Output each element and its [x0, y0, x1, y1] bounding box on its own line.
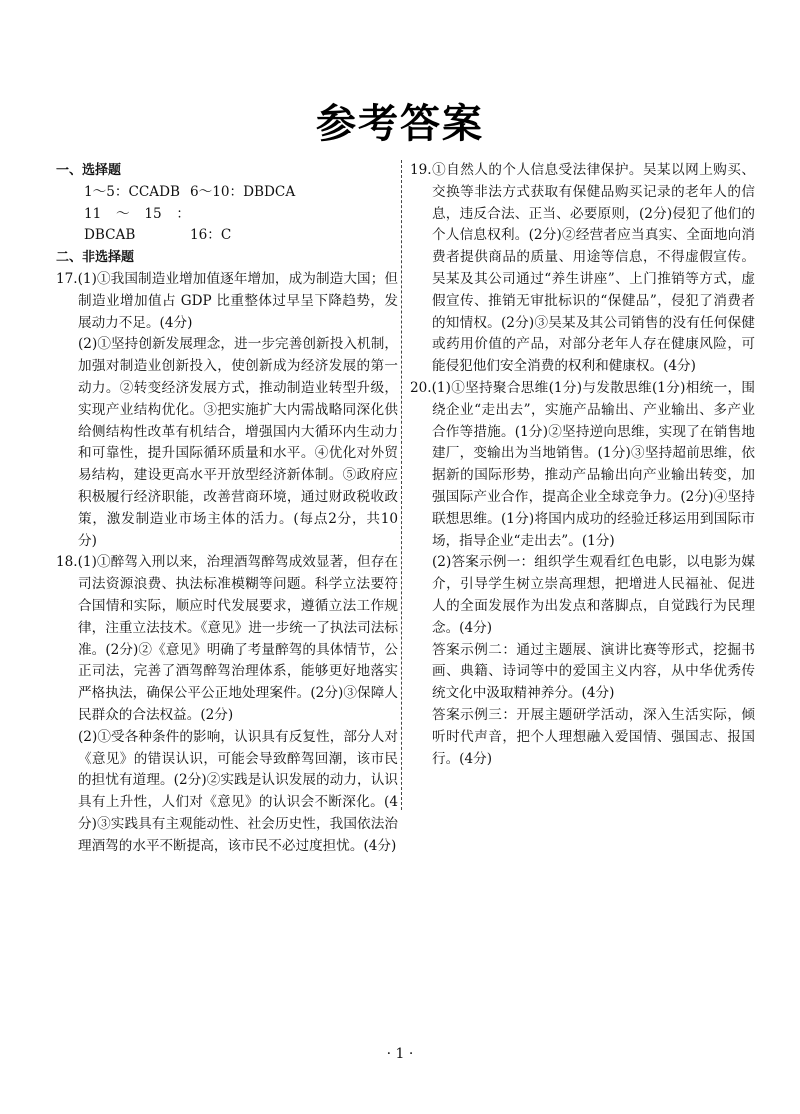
section-heading-nonchoice: 二、非选择题 — [56, 250, 135, 266]
answer-20-example-1: (2)答案示例一：组织学生观看红色电影，以电影为媒介，引导学生树立崇高理想，把增进人民福祉、促进人的全面发展作为出发点和落脚点，自觉践行为民理念。(4分) — [432, 554, 755, 636]
answer-18-part-2: (2)①受各种条件的影响，认识具有反复性，部分人对《意见》的错误认识，可能会导致醉驾回潮，该市民的担忧有道理。(2分)②实践是认识发展的动力，认识具有上升性，人们对《意见》的认识会不断深化。(4分)③实践具有主观能动性、社会历史性，我国依法治理酒驾的水平不断提高，该市民不必过度担忧。(4分) — [78, 728, 398, 854]
answer-20-part-1: 20.(1)①坚持聚合思维(1分)与发散思维(1分)相统一，围绕企业“走出去”，实施产品输出、产业输出、多产业合作等措施。(1分)②坚持逆向思维，实现了在销售地建厂，变输出为当地销售。(1分)③坚持超前思维，依据新的国际形势，推动产品输出向产业输出转变，加强国际产业合作，提高企业全球竞争力。(2分)④坚持联想思维。(1分)将国内成功的经验迁移运用到国际市场，指导企业“走出去”。(1分) — [410, 379, 755, 549]
section-heading-choice: 一、选择题 — [56, 163, 122, 178]
choice-answers-row-2 — [56, 204, 398, 248]
choice-answer: 16：C — [190, 227, 232, 244]
answer-19: 19.①自然人的个人信息受法律保护。吴某以网上购买、交换等非法方式获取有保健品购买记录的老年人的信息，违反合法、正当、必要原则，(2分)侵犯了他们的个人信息权利。(2分)②经营者应当真实、全面地向消费者提供商品的质量、用途等信息，不得虚假宣传。吴某及其公司通过“养生讲座”、上门推销等方式，虚假宣传、推销无审批标识的“保健品”，侵犯了消费者的知情权。(2分)③吴某及其公司销售的没有任何保健或药用价值的产品，对部分老年人存在健康风险，可能侵犯他们安全消费的权利和健康权。(4分) — [410, 162, 755, 375]
answer-17-part-1: 17.(1)①我国制造业增加值逐年增加，成为制造大国；但制造业增加值占 GDP 比重整体过早呈下降趋势，发展动力不足。(4分) — [56, 270, 398, 331]
answer-18-part-1: 18.(1)①醉驾入刑以来，治理酒驾醉驾成效显著，但存在司法资源浪费、执法标准模糊等问题。科学立法要符合国情和实际，顺应时代发展要求，遵循立法工作规律，注重立法技术。《意见》进一步统一了执法司法标准。(2分)②《意见》明确了考量醉驾的具体情节，公正司法，完善了酒驾醉驾治理体系，能够更好地落实严格执法，确保公平公正地处理案件。(2分)③保障人民群众的合法权益。(2分) — [56, 554, 398, 723]
choice-answer: 11～15：DBCAB — [84, 205, 190, 244]
left-column — [56, 160, 398, 858]
answer-20-example-2: 答案示例二：通过主题展、演讲比赛等形式，挖掘书画、典籍、诗词等中的爱国主义内容，从中华优秀传统文化中汲取精神养分。(4分) — [432, 641, 755, 702]
page-title: 参考答案 — [316, 101, 484, 147]
answer-17-part-2: (2)①坚持创新发展理念，进一步完善创新投入机制，加强对制造业创新投入，使创新成为经济发展的第一动力。②转变经济发展方式，推动制造业转型升级，实现产业结构优化。③把实施扩大内需战略同深化供给侧结构性改革有机结合，增强国内大循环内生动力和可靠性，提升国际循环质量和水平。④优化对外贸易结构，建设更高水平开放型经济新体制。⑤政府应积极履行经济职能，改善营商环境，通过财政税收政策，激发制造业市场主体的活力。(每点2分，共10分) — [78, 336, 398, 549]
page-number: · 1 · — [386, 1046, 414, 1062]
right-column — [410, 160, 755, 770]
choice-answer: 1～5：CCADB — [84, 183, 180, 200]
answer-20-example-3: 答案示例三：开展主题研学活动，深入生活实际，倾听时代声音，把个人理想融入爱国情、强国志、报国行。(4分) — [432, 706, 755, 767]
column-divider — [401, 160, 402, 810]
choice-answers-row-1 — [56, 182, 398, 204]
choice-answer: 6～10：DBDCA — [190, 183, 296, 200]
